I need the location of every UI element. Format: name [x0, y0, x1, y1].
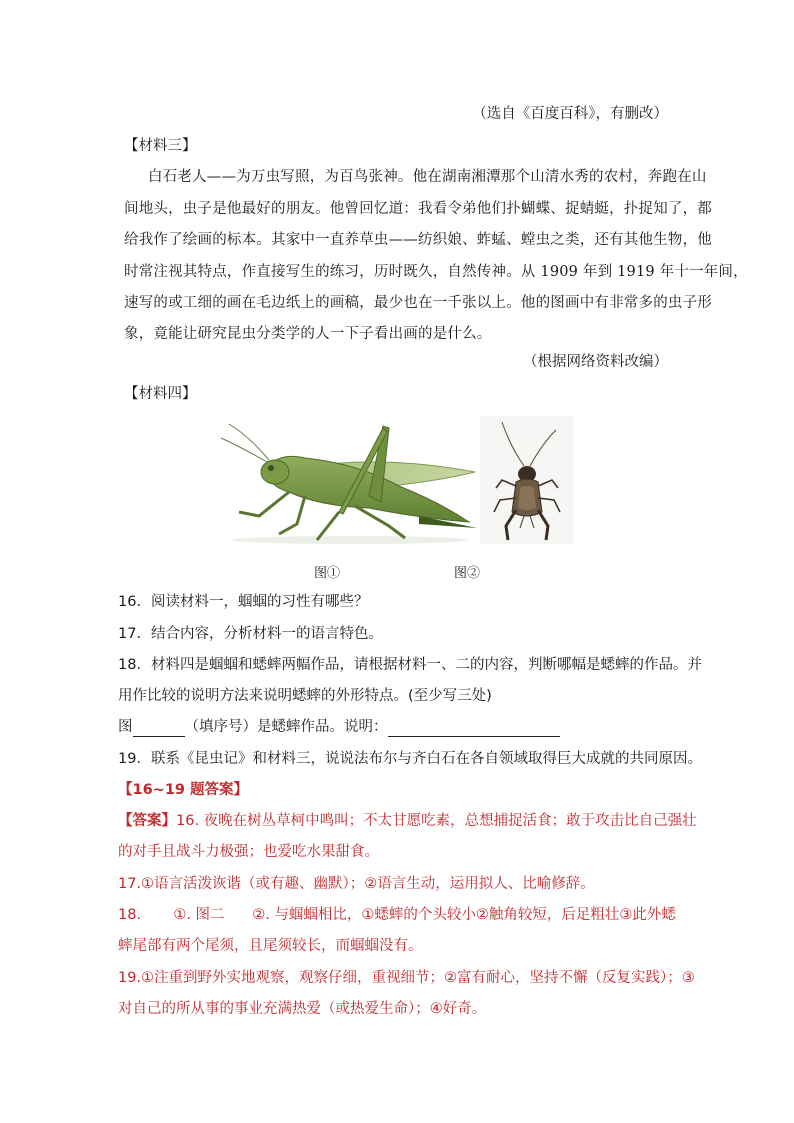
question-17: 17．结合内容，分析材料一的语言特色。 — [118, 626, 383, 642]
question-16: 16．阅读材料一，蝈蝈的习性有哪些？ — [118, 594, 369, 610]
answer-17: 17.①语言活泼诙谐（或有趣、幽默）；②语言生动，运用拟人、比喻修辞。 — [118, 876, 595, 892]
answer-16-line-1 — [118, 811, 697, 831]
katydid-image — [219, 416, 478, 546]
answers-section-title: 【16~19 题答案】 — [118, 782, 249, 798]
fill-mid: （填序号）是蟋蟀作品。说明： — [184, 719, 388, 735]
fig1-caption: 图① — [314, 566, 341, 581]
answer-16-line-2: 的对手且战斗力极强；也爱吃水果甜食。 — [118, 844, 379, 860]
material3-source: （根据网络资料改编） — [523, 354, 668, 370]
fill-prefix: 图 — [118, 719, 133, 735]
fig2-caption: 图② — [454, 566, 481, 581]
material3-heading: 【材料三】 — [124, 138, 197, 154]
material3-line-6: 象，竟能让研究昆虫分类学的人一下子看出画的是什么。 — [124, 326, 492, 342]
question-18-fill-line — [118, 717, 560, 737]
answer-18-line-2: 蟀尾部有两个尾须，且尾须较长，而蝈蝈没有。 — [118, 938, 423, 954]
answer-19-line-1: 19.①注重到野外实地观察，观察仔细，重视细节；②富有耐心，坚持不懈（反复实践）；③ — [118, 970, 695, 986]
source-note: （选自《百度百科》，有删改） — [472, 106, 668, 122]
question-18-line-2: 用作比较的说明方法来说明蟋蟀的外形特点。(至少写三处) — [118, 688, 492, 704]
question-18-line-1: 18．材料四是蝈蝈和蟋蟀两幅作品，请根据材料一、二的内容，判断哪幅是蟋蟀的作品。并 — [118, 657, 702, 673]
figure-number-blank[interactable] — [133, 720, 185, 737]
answer-19-line-2: 对自己的所从事的事业充满热爱（或热爱生命）；④好奇。 — [118, 1001, 487, 1017]
explanation-blank[interactable] — [388, 720, 560, 737]
answer-16-text: 16. 夜晚在树丛草柯中鸣叫；不太甘愿吃素，总想捕捉活食；敢于攻击比自己强壮 — [176, 813, 697, 829]
material4-heading: 【材料四】 — [124, 386, 197, 402]
material3-line-5: 速写的或工细的画在毛边纸上的画稿，最少也在一千张以上。他的图画中有非常多的虫子形 — [124, 295, 712, 311]
answer-18-line-1: 18. ①. 图二 ②. 与蝈蝈相比，①蟋蟀的个头较小②触角较短，后足粗壮③此外蟋 — [118, 907, 676, 923]
material3-line-2: 间地头，虫子是他最好的朋友。他曾回忆道：我看令弟他们扑蝴蝶、捉蜻蜓，扑捉知了，都 — [124, 201, 712, 217]
cricket-image — [480, 416, 574, 544]
answer-label: 【答案】 — [118, 813, 176, 829]
material3-line-1: 白石老人——为万虫写照，为百鸟张神。他在湖南湘潭那个山清水秀的农村，奔跑在山 — [148, 169, 707, 185]
question-19: 19．联系《昆虫记》和材料三，说说法布尔与齐白石在各自领域取得巨大成就的共同原因。 — [118, 751, 702, 767]
material3-line-3: 给我作了绘画的标本。其家中一直养草虫——纺织娘、蚱蜢、螳虫之类，还有其他生物，他 — [124, 232, 712, 248]
material3-line-4: 时常注视其特点，作直接写生的练习，历时既久，自然传神。从 1909 年到 1919 年十一年间， — [124, 264, 748, 280]
